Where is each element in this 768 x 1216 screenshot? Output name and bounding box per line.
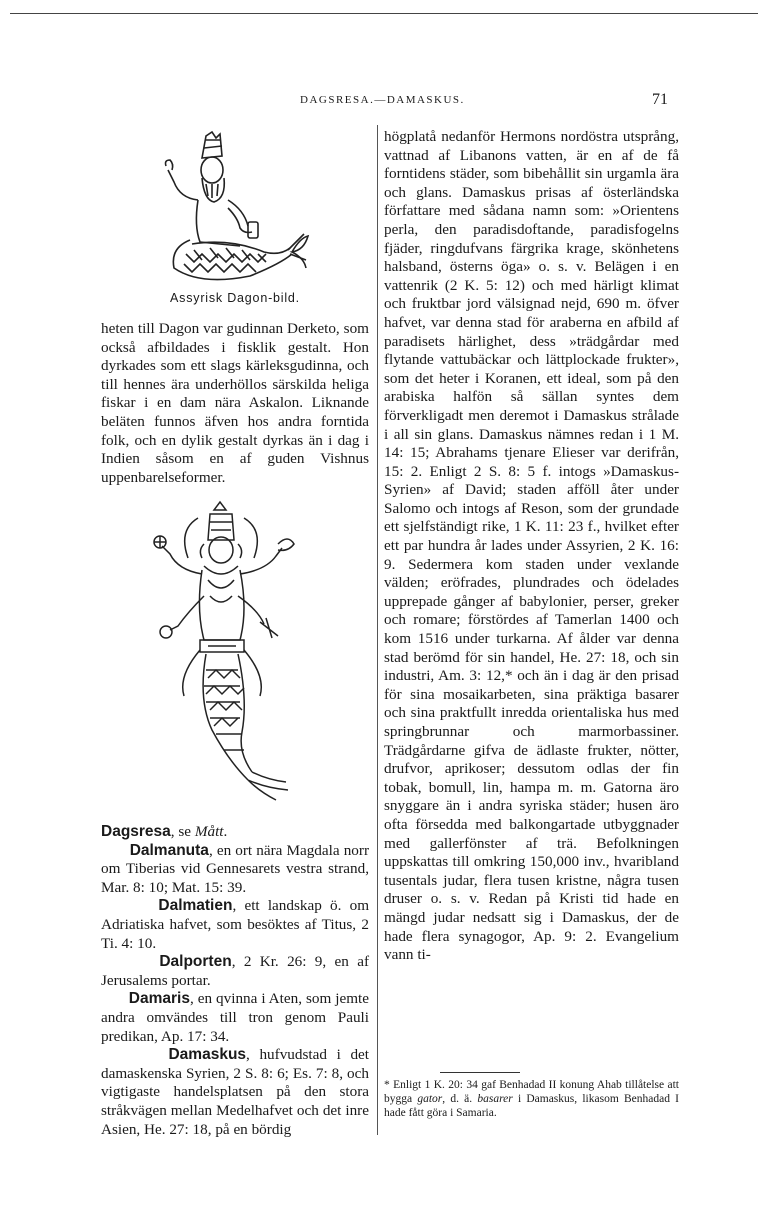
footnote-pre: * Enligt 1 K. 20: 34 gaf Benhadad II konung Ahab tillåtelse att bygga — [384, 1079, 679, 1105]
entry-pre: , se — [170, 823, 195, 840]
footnote-gator: gator — [417, 1093, 443, 1105]
entries-list — [101, 823, 369, 1139]
entry-damaris — [101, 990, 369, 1046]
entry-text: , hufvudstad i det damaskenska Syrien, 2 S. 8: 6; Es. 7: 8, och vigtigaste handelsplatsen på den stora stråkvägen mellan Medelhafvet och det inre Asien, He. 27: 18, på en bördig — [101, 1046, 370, 1138]
entry-dagsresa — [101, 823, 369, 842]
damaskus-continuation: högplatå nedanför Hermons nordöstra utsprång, vattnad af Libanons vatten, är en af de få forntidens städer, som bibehållit sin urgamla ära och glans. Damaskus prisas af österländska författare med sådana namn som: »Orientens perla, den paradisdoftande, paradisfogelns fjäder, ringdufvans färgrika krage, skönhetens halsband, österns öga» o. s. v. Belägen i en vattenrik (2 K. 5: 12) och med härligt klimat och fruktbar jord välsignad nejd, 690 m. öfver hafvet, var denna stad för araberna en afbild af paradisets härlighet, dess »trädgårdar med flytande vattubäckar och lättplockade frukter», som det heter i Koranen, ett ideal, som på den arabiska halfön så sällan syntes dem förverkligadt men deremot i Damaskus strålade i all sin glans. Damaskus nämnes redan i 1 M. 14: 15; Abrahams tjenare Elieser var derifrån, 15: 2. Enligt 2 S. 8: 5 f. intogs »Damaskus-Syrien» af David; staden afföll åter under Salomo och intogs af Reson, som der grundade ett sjelfständigt rike, 1 K. 11: 23 f., hvilket efter ett par hundra år lades under Assyrien, 2 K. 16: 9. Sedermera kom staden under vexlande välden; eröfrades, plundrades och ödelades upprepade gånger af babylonier, perser, greker och romare; förstördes af Tamerlan 1400 och kom 1516 under turkarna. Af ålder var denna stad berömd för sin handel, He. 27: 18, och sin industri, Am. 3: 12,* och än i dag är den prisad för sina mosaikarbeten, sina präktiga basarer och sina praktfullt inredda orientaliska hus med springbrunnar och marmorbassiner. Trädgårdarne gifva de ädlaste frukter, nötter, drufvor, aprikoser; dessutom odlas der fin tobak, bomull, lin, hampa m. m. Gatorna äro snyggare än i andra syriska städer; husen äro ofta försedda med balkongartade utbyggnader med gallerfönster af trä. Befolkningen uppskattas till omkring 150,000 inv., hvaribland tusentals judar, flera tusen kristne, några tusen druser o. s. v. Redan på Kristi tid hade en mängd judar nedsatt sig i Damaskus, der de hade flera synagogor, Ap. 9: 2. Evangelium vann ti- — [384, 128, 679, 964]
dagon-figure-illustration — [140, 130, 310, 290]
entry-damaskus — [101, 1046, 369, 1139]
derketo-paragraph: heten till Dagon var gudinnan Derketo, som också afbildades i fisklik gestalt. Hon dyrkades som ett slags kärleksgudinna, och till hennes ära underhöllos särskilda heliga fiskar i en dam nära Askalon. Liknande beläten funnos äfven hos andra forntida folk, och en dylik gestalt dyrkas än i dag i Indien såsom en af guden Vishnus uppenbarelseformer. — [101, 320, 369, 486]
vishnu-figure-illustration — [148, 500, 323, 805]
entry-head: Dalmatien — [158, 897, 233, 915]
entry-dalporten — [101, 953, 369, 990]
left-column-top-text — [101, 320, 369, 487]
running-title: DAGSRESA.—DAMASKUS. — [300, 94, 465, 106]
entry-head: Damaskus — [168, 1046, 247, 1064]
entry-text: , ett landskap ö. om Adriatiska hafvet, som besöktes af Titus, 2 Ti. 4: 10. — [101, 897, 370, 952]
top-rule — [10, 13, 758, 14]
entry-dalmanuta — [101, 842, 369, 898]
entry-ref: Mått — [194, 823, 224, 840]
entry-dalmatien — [101, 897, 369, 953]
footnote-basarer: basarer — [477, 1093, 513, 1105]
footnote-post: i Damaskus, likasom Benhadad I hade fått göra i Samaria. — [384, 1093, 680, 1119]
right-column-text — [384, 128, 679, 965]
entry-head: Damaris — [128, 990, 190, 1008]
column-divider — [377, 125, 378, 1135]
entry-head: Dalmanuta — [129, 841, 209, 859]
footnote-rule — [440, 1072, 520, 1073]
entry-head: Dalporten — [159, 953, 232, 971]
footnote — [384, 1078, 679, 1120]
page-number: 71 — [652, 91, 668, 108]
figure-caption: Assyrisk Dagon-bild. — [170, 291, 300, 305]
entry-text: . — [223, 823, 228, 840]
entry-head: Dagsresa — [101, 823, 171, 840]
page-header — [0, 91, 768, 114]
entry-text: , en ort nära Magdala norr om Tiberias vid Gennesarets vestra strand, Mar. 8: 10; Mat. 15: 39. — [101, 841, 369, 896]
footnote-mid: , d. ä. — [442, 1093, 478, 1105]
entry-text: , en qvinna i Aten, som jemte andra omvändes till tron genom Pauli predikan, Ap. 17: 34. — [101, 990, 369, 1045]
entry-text: , 2 Kr. 26: 9, en af Jerusalems portar. — [101, 953, 369, 989]
